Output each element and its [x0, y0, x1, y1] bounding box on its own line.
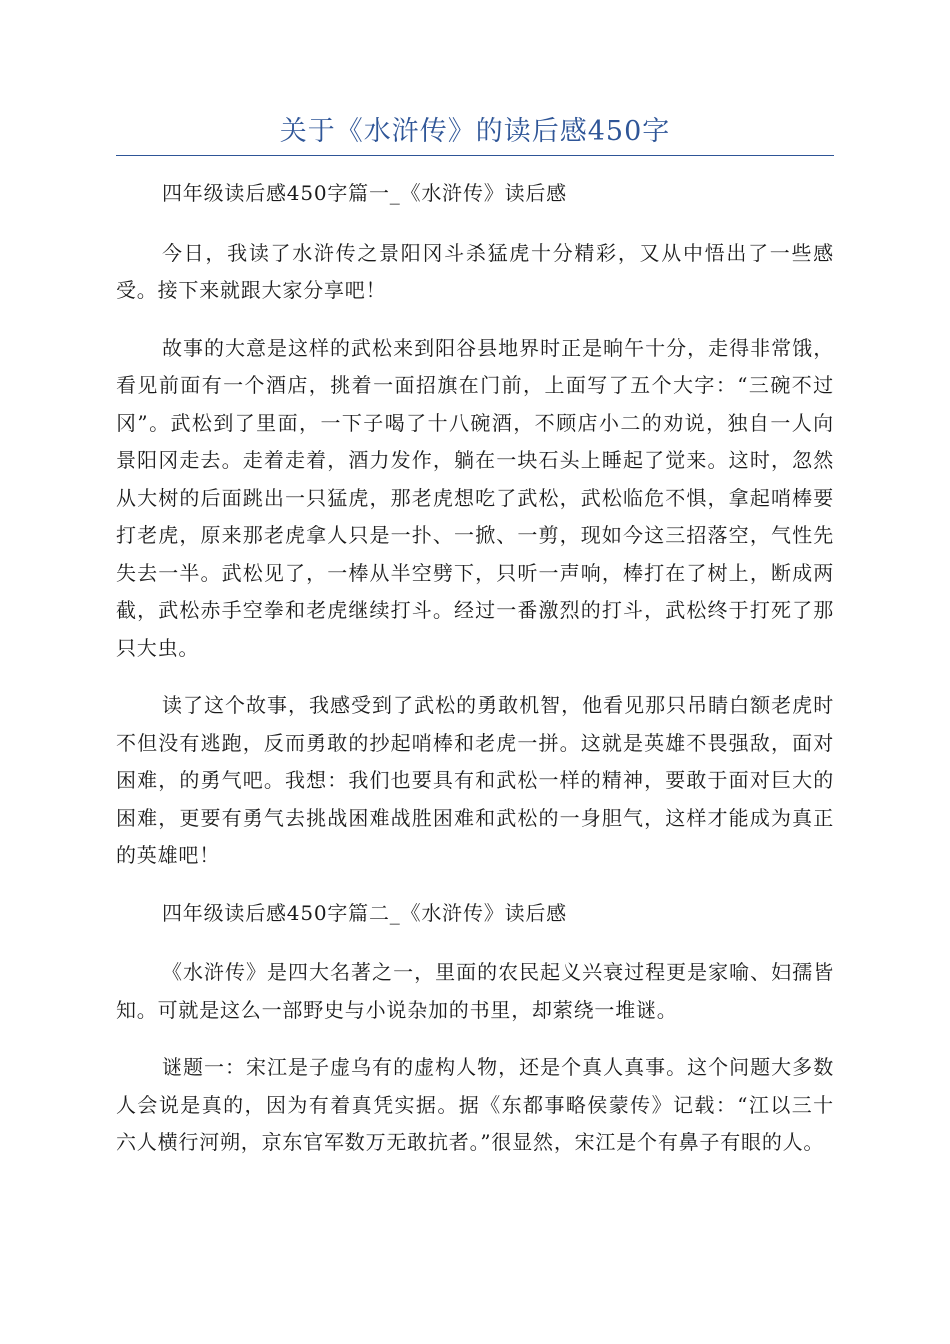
title-underline	[116, 155, 834, 156]
body-paragraph: 《水浒传》是四大名著之一，里面的农民起义兴衰过程更是家喻、妇孺皆知。可就是这么一部野史与小说杂加的书里，却萦绕一堆谜。	[116, 960, 834, 1022]
document-body	[116, 175, 834, 1182]
section-heading-2: 四年级读后感450字篇二_《水浒传》读后感	[162, 900, 567, 925]
body-paragraph: 谜题一：宋江是子虚乌有的虚构人物，还是个真人真事。这个问题大多数人会说是真的，因为有着真凭实据。据《东都事略侯蒙传》记载：“江以三十六人横行河朔，京东官军数万无敢抗者。”很显然，宋江是个有鼻子有眼的人。	[116, 1055, 834, 1154]
body-paragraph: 读了这个故事，我感受到了武松的勇敢机智，他看见那只吊睛白额老虎时不但没有逃跑，反而勇敢的抄起哨棒和老虎一拼。这就是英雄不畏强敌，面对困难，的勇气吧。我想：我们也要具有和武松一样的精神，要敢于面对巨大的困难，更要有勇气去挑战困难战胜困难和武松的一身胆气，这样才能成为真正的英雄吧！	[116, 693, 834, 867]
section-heading-1: 四年级读后感450字篇一_《水浒传》读后感	[162, 181, 567, 205]
document-title: 关于《水浒传》的读后感450字	[279, 116, 671, 147]
body-paragraph: 故事的大意是这样的武松来到阳谷县地界时正是晌午十分，走得非常饿，看见前面有一个酒店，挑着一面招旗在门前，上面写了五个大字：“三碗不过冈”。武松到了里面，一下子喝了十八碗酒，不顾店小二的劝说，独自一人向景阳冈走去。走着走着，酒力发作，躺在一块石头上睡起了觉来。这时，忽然从大树的后面跳出一只猛虎，那老虎想吃了武松，武松临危不惧，拿起哨棒要打老虎，原来那老虎拿人只是一扑、一掀、一剪，现如今这三招落空，气性先失去一半。武松见了，一棒从半空劈下，只听一声响，棒打在了树上，断成两截，武松赤手空拳和老虎继续打斗。经过一番激烈的打斗，武松终于打死了那只大虫。	[116, 335, 834, 660]
body-paragraph: 今日，我读了水浒传之景阳冈斗杀猛虎十分精彩，又从中悟出了一些感受。接下来就跟大家分享吧！	[116, 240, 834, 302]
